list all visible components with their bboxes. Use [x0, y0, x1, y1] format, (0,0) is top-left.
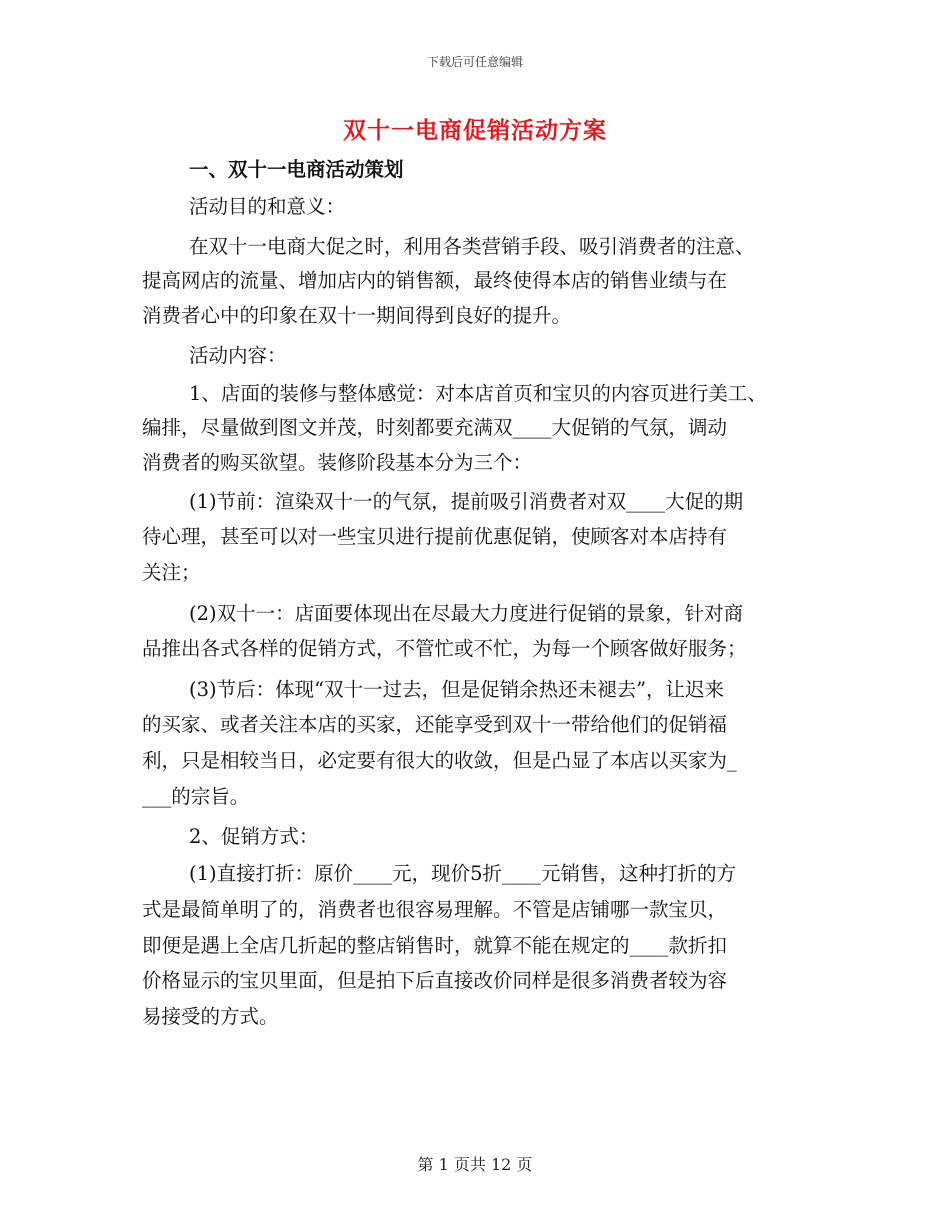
page-number: 第 1 页共 12 页	[417, 1155, 533, 1174]
paragraph-line: (1)节前：渲染双十一的气氛，提前吸引消费者对双____大促的期	[189, 490, 744, 513]
paragraph-line: 活动目的和意义：	[189, 195, 346, 218]
paragraph-line: 关注；	[142, 561, 201, 584]
paragraph-line: 易接受的方式。	[142, 1005, 279, 1028]
paragraph-line: 式是最简单明了的，消费者也很容易理解。不管是店铺哪一款宝贝，	[142, 898, 728, 921]
paragraph-line: 2、促销方式：	[189, 825, 319, 848]
paragraph-line: 编排，尽量做到图文并茂，时刻都要充满双____大促销的气氛，调动	[142, 416, 728, 439]
paragraph-line: 品推出各式各样的促销方式，不管忙或不忙，为每一个顾客做好服务；	[142, 637, 747, 660]
paragraph-line: (3)节后：体现“双十一过去，但是促销余热还未褪去”，让迟来	[189, 678, 725, 701]
paragraph-line: 1、店面的装修与整体感觉：对本店首页和宝贝的内容页进行美工、	[189, 382, 767, 405]
paragraph-line: 提高网店的流量、增加店内的销售额，最终使得本店的销售业绩与在	[142, 269, 728, 292]
section-heading: 一、双十一电商活动策划	[189, 158, 404, 181]
paragraph-line: 在双十一电商大促之时，利用各类营销手段、吸引消费者的注意、	[189, 235, 755, 258]
paragraph-line: 待心理，甚至可以对一些宝贝进行提前优惠促销，使顾客对本店持有	[142, 525, 728, 548]
paragraph-line: ___的宗旨。	[142, 785, 250, 808]
paragraph-line: (2)双十一：店面要体现出在尽最大力度进行促销的景象，针对商	[189, 602, 744, 625]
paragraph-line: 消费者的购买欲望。装修阶段基本分为三个：	[142, 451, 533, 474]
paragraph-line: 即便是遇上全店几折起的整店销售时，就算不能在规定的____款折扣	[142, 934, 728, 957]
header-note: 下载后可任意编辑	[426, 55, 523, 69]
paragraph-line: 活动内容：	[189, 344, 287, 367]
paragraph-line: 消费者心中的印象在双十一期间得到良好的提升。	[142, 304, 572, 327]
paragraph-line: (1)直接打折：原价____元，现价5折____元销售，这种打折的方	[189, 862, 737, 885]
paragraph-line: 价格显示的宝贝里面，但是拍下后直接改价同样是很多消费者较为容	[142, 969, 728, 992]
paragraph-line: 的买家、或者关注本店的买家，还能享受到双十一带给他们的促销福	[142, 713, 728, 736]
paragraph-line: 利，只是相较当日，必定要有很大的收敛，但是凸显了本店以买家为_	[142, 749, 737, 772]
document-title: 双十一电商促销活动方案	[343, 117, 607, 144]
